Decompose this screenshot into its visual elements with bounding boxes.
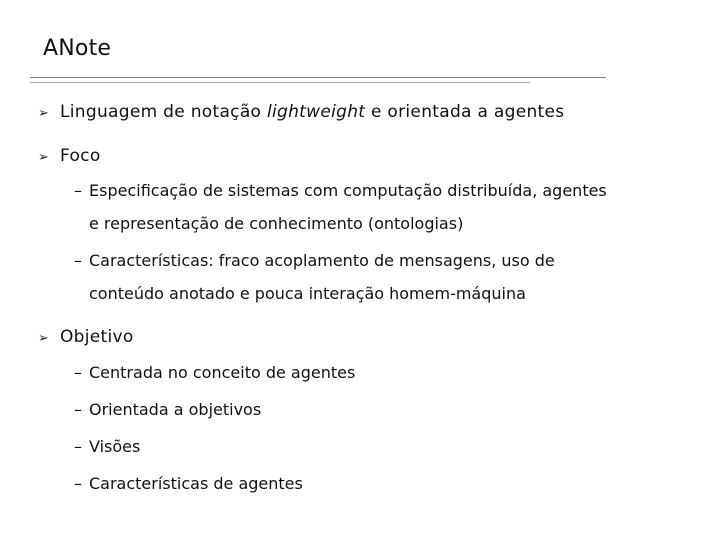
bullet-text-italic: lightweight [266,102,366,122]
bullet-text: Objetivo [60,327,134,347]
dash-marker: – [74,474,82,493]
dash-marker: – [74,400,82,419]
dash-marker: – [74,437,82,456]
bullet-text-part: e orientada a agentes [365,102,565,122]
bullet-notation [38,102,564,124]
subitem-continuation: conteúdo anotado e pouca interação homem-máquina [89,284,526,303]
arrow-bullet-icon: ➢ [38,106,49,121]
bullet-text: Foco [60,146,101,166]
subitem-caracteristicas [74,251,555,270]
bullet-text-part: Linguagem de notação [60,102,267,122]
dash-marker: – [74,363,82,382]
dash-marker: – [74,181,82,200]
subitem-text: Características de agentes [89,474,303,493]
slide-title: ANote [43,36,112,61]
subitem-text: Características: fraco acoplamento de mensagens, uso de [89,251,555,270]
subitem-text: Centrada no conceito de agentes [89,363,356,382]
title-divider-top [30,77,606,78]
bullet-text [60,102,564,122]
dash-marker: – [74,251,82,270]
title-divider-bottom [30,82,530,83]
bullet-objetivo [38,327,134,349]
bullet-foco [38,146,101,168]
subitem-centrada [74,363,355,382]
subitem-continuation: e representação de conhecimento (ontologias) [89,214,464,233]
arrow-bullet-icon: ➢ [38,150,49,165]
subitem-text: Visões [89,437,141,456]
subitem-orientada [74,400,261,419]
subitem-visoes [74,437,140,456]
subitem-caracteristicas-agentes [74,474,303,493]
subitem-text: Orientada a objetivos [89,400,262,419]
subitem-especificacao [74,181,607,200]
arrow-bullet-icon: ➢ [38,331,49,346]
subitem-text: Especificação de sistemas com computação distribuída, agentes [89,181,607,200]
